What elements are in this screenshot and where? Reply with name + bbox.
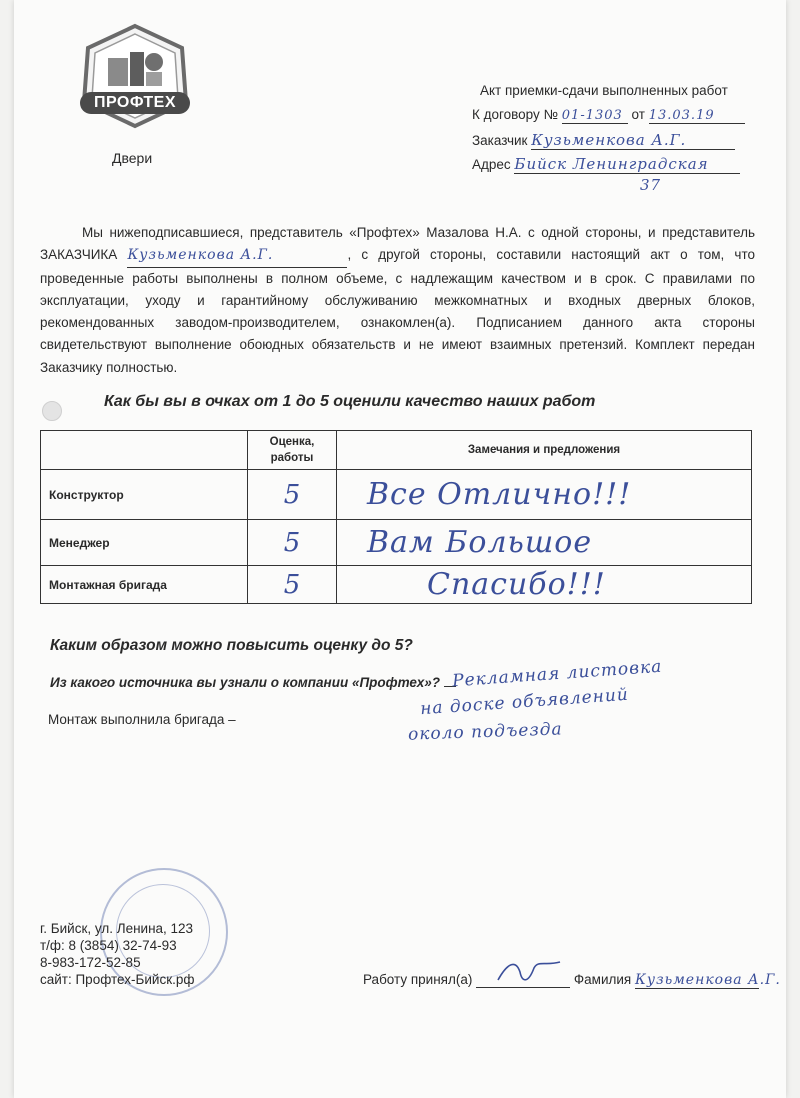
contacts-phone: т/ф: 8 (3854) 32-74-93 [40, 938, 177, 953]
row-label: Менеджер [41, 520, 248, 566]
punch-hole-icon [42, 401, 62, 421]
body-text-part1: Мы нижеподписавшиеся, представитель «Профтех» Мазалова Н.А. с одной стороны, и представитель ЗАКАЗЧИКА [40, 225, 755, 263]
surname-value: Кузьменкова А.Г. [634, 972, 781, 988]
row-comment: Вам Большое [337, 520, 752, 566]
source-answer-2: на доске объявлений [419, 684, 630, 720]
table-row [41, 566, 752, 604]
accepted-label: Работу принял(а) [363, 972, 473, 987]
product-type: Двери [112, 150, 153, 166]
signature-scribble-icon [494, 958, 564, 988]
contacts-block [40, 920, 194, 988]
rating-table-header [41, 431, 752, 470]
logo-emblem-icon [70, 22, 200, 132]
act-title: Акт приемки-сдачи выполненных работ [480, 83, 728, 98]
contacts-address: г. Бийск, ул. Ленина, 123 [40, 921, 194, 936]
logo-text: ПРОФТЕХ [93, 94, 177, 111]
body-text-part2: , с другой стороны, составили настоящий акт о том, что проведенные работы выполнены в полном объеме, с надлежащим качеством и в срок. С правилами по эксплуатации, уходу и гарантийному обслуживанию межкомнатных и входных дверных блоков, рекомендованных заводом-производителем, ознакомлен(а). Подписанием данного акта стороны свидетельствуют выполнение обоюдных обязательств и не имеют взаимных претензий. Комплект передан Заказчику полностью. [40, 247, 755, 375]
contract-label: К договору № [472, 107, 559, 122]
rating-question: Как бы вы в очках от 1 до 5 оценили качество наших работ [104, 393, 596, 410]
date-label: от [631, 107, 645, 122]
customer-address: Бийск Ленинградская [514, 155, 740, 174]
source-question-label: Из какого источника вы узнали о компании «Профтех»? [50, 675, 441, 690]
source-question [50, 675, 456, 690]
contract-date: 13.03.19 [649, 108, 745, 124]
table-row [41, 520, 752, 566]
body-customer-name: Кузьменкова А.Г. [127, 244, 347, 267]
contract-number: 01-1303 [562, 108, 628, 124]
row-score: 5 [248, 470, 337, 520]
contract-line [472, 107, 745, 124]
signature-line [363, 972, 781, 989]
row-label: Конструктор [41, 470, 248, 520]
rating-header-blank [41, 431, 248, 470]
row-score: 5 [248, 520, 337, 566]
row-comment: Спасибо!!! [337, 566, 752, 604]
company-logo [70, 22, 200, 132]
contacts-site: сайт: Профтех-Бийск.рф [40, 972, 195, 987]
improve-question: Каким образом можно повысить оценку до 5? [50, 637, 413, 654]
customer-name: Кузьменкова А.Г. [531, 131, 735, 150]
act-body-text [40, 222, 755, 379]
table-row [41, 470, 752, 520]
customer-address-house: 37 [640, 176, 662, 194]
source-answer-1: Рекламная листовка [451, 656, 663, 692]
crew-label: Монтаж выполнила бригада – [48, 712, 236, 727]
row-score: 5 [248, 566, 337, 604]
address-line [472, 155, 740, 174]
rating-header-comments: Замечания и предложения [337, 431, 752, 470]
rating-table [40, 430, 752, 604]
surname-label: Фамилия [573, 972, 632, 987]
source-answer-3: около подъезда [407, 719, 563, 745]
address-label: Адрес [472, 157, 511, 172]
contacts-mobile: 8-983-172-52-85 [40, 955, 141, 970]
row-label: Монтажная бригада [41, 566, 248, 604]
customer-line [472, 131, 735, 150]
customer-label: Заказчик [472, 133, 528, 148]
row-comment: Все Отлично!!! [337, 470, 752, 520]
rating-header-score: Оценка, работы [248, 431, 337, 470]
signature-field [476, 972, 570, 988]
